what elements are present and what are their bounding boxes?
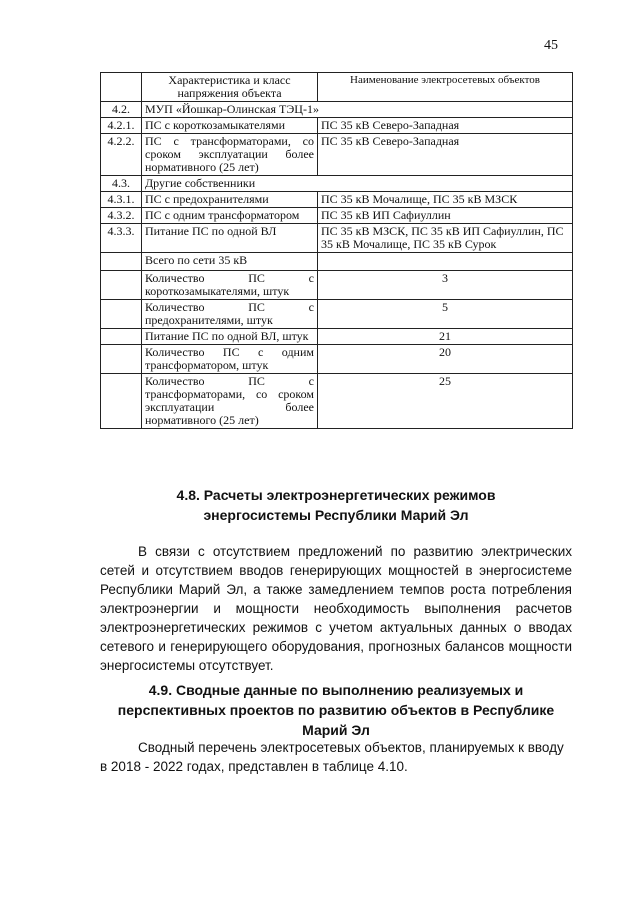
summary-number-cell (101, 300, 142, 329)
total-empty-cell (318, 253, 573, 271)
table-row (101, 134, 573, 176)
row-number: 4.3.2. (101, 208, 142, 224)
table-row (101, 192, 573, 208)
section-4-9-title: 4.9. Сводные данные по выполнению реализуемых и перспективных проектов по развитию объектов в Республике Марий Эл (117, 682, 555, 738)
summary-number-cell (101, 374, 142, 429)
summary-label: Питание ПС по одной ВЛ, штук (142, 329, 318, 345)
row-name: Питание ПС по одной ВЛ (142, 224, 318, 253)
summary-value: 21 (318, 329, 573, 345)
row-number: 4.3.3. (101, 224, 142, 253)
section-4-8-paragraph: В связи с отсутствием предложений по развитию электрических сетей и отсутствием вводов генерирующих мощностей в энергосистеме Республики Марий Эл, а также замедлением темпов роста потребления электроэнергии и мощности необходимость выполнения расчетов электроэнергетических режимов с учетом актуальных данных о вводах сетевого и генерирующего оборудования, прогнозных балансов мощности энергосистемы отсутствует. (100, 544, 572, 673)
section-4-8-title: 4.8. Расчеты электроэнергетических режимов энергосистемы Республики Марий Эл (176, 487, 496, 523)
summary-number-cell (101, 329, 142, 345)
section-4-9-paragraph: Сводный перечень электросетевых объектов, планируемых к вводу в 2018 - 2022 годах, представлен в таблице 4.10. (100, 740, 564, 774)
page-number: 45 (544, 38, 558, 53)
table-summary-row (101, 374, 573, 429)
row-name: ПС с предохранителями (142, 192, 318, 208)
table-row (101, 176, 573, 192)
row-number: 4.3.1. (101, 192, 142, 208)
summary-label: Количество ПС с трансформаторами, со сроком эксплуатации более нормативного (25 лет) (142, 374, 318, 429)
summary-value: 20 (318, 345, 573, 374)
table-header-row (101, 73, 573, 102)
summary-label: Количество ПС с предохранителями, штук (142, 300, 318, 329)
table-summary-row (101, 329, 573, 345)
row-number: 4.3. (101, 176, 142, 192)
header-number-cell (101, 73, 142, 102)
row-objects: ПС 35 кВ Мочалище, ПС 35 кВ МЗСК (318, 192, 573, 208)
row-name: ПС с короткозамыкателями (142, 118, 318, 134)
substations-table (100, 72, 573, 429)
row-name: Другие собственники (142, 176, 573, 192)
summary-value: 5 (318, 300, 573, 329)
summary-value: 25 (318, 374, 573, 429)
table-summary-row (101, 345, 573, 374)
row-number: 4.2.1. (101, 118, 142, 134)
total-label: Всего по сети 35 кВ (142, 253, 318, 271)
row-objects: ПС 35 кВ МЗСК, ПС 35 кВ ИП Сафиуллин, ПС 35 кВ Мочалище, ПС 35 кВ Сурок (318, 224, 573, 253)
row-name: МУП «Йошкар-Олинская ТЭЦ-1» (142, 102, 573, 118)
summary-label: Количество ПС с короткозамыкателями, штук (142, 271, 318, 300)
summary-number-cell (101, 345, 142, 374)
row-name: ПС с одним трансформатором (142, 208, 318, 224)
summary-value: 3 (318, 271, 573, 300)
summary-label: Количество ПС с одним трансформатором, штук (142, 345, 318, 374)
row-number: 4.2. (101, 102, 142, 118)
header-objects: Наименование электросетевых объектов (318, 73, 573, 102)
header-characteristic: Характеристика и класс напряжения объекта (142, 73, 318, 102)
row-number: 4.2.2. (101, 134, 142, 176)
table-total-row (101, 253, 573, 271)
table-summary-row (101, 300, 573, 329)
row-objects: ПС 35 кВ ИП Сафиуллин (318, 208, 573, 224)
row-name: ПС с трансформаторами, со сроком эксплуатации более нормативного (25 лет) (142, 134, 318, 176)
table-row (101, 102, 573, 118)
row-objects: ПС 35 кВ Северо-Западная (318, 118, 573, 134)
summary-number-cell (101, 271, 142, 300)
table-summary-row (101, 271, 573, 300)
total-number-cell (101, 253, 142, 271)
table-row (101, 118, 573, 134)
table-row (101, 208, 573, 224)
table-row (101, 224, 573, 253)
row-objects: ПС 35 кВ Северо-Западная (318, 134, 573, 176)
